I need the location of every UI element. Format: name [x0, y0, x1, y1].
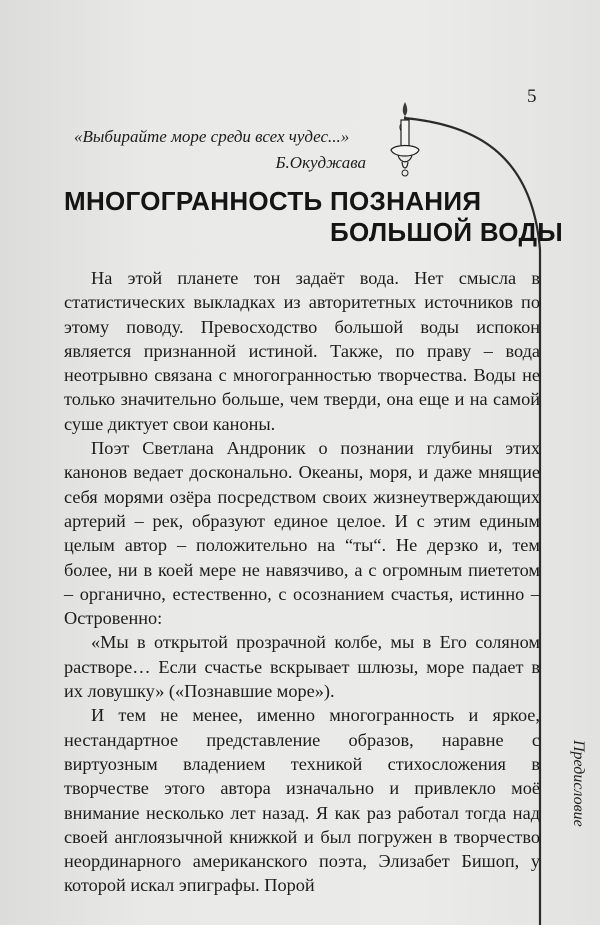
paragraph-1: На этой планете тон задаёт вода. Нет смысла в статистических выкладках из авторитетных источников по этому поводу. Превосходство большой воды испокон является признанной истиной. Также, по праву – вода неотрывно связана с многогранностью творчества. Воды не только значительно больше, чем тверди, она еще и на самой суше диктует свои каноны.	[64, 268, 540, 434]
body-text	[64, 266, 540, 898]
paragraph-2: Поэт Светлана Андроник о познании глубины этих канонов ведает досконально. Океаны, моря, и даже мнящие себя морями озёра посредством своих жизнеутверждающих артерий – рек, образуют единое целое. И с этим единым целым автор – положительно на “ты“. Не дерзко и, тем более, ни в коей мере не навязчиво, а с огромным пиететом – органично, естественно, с осознанием счастья, истинно – Островенно:	[64, 438, 540, 629]
page-number: 5	[527, 86, 537, 107]
candle-icon	[388, 100, 422, 180]
paragraph-3: «Мы в открытой прозрачной колбе, мы в Его соляном растворе… Если счастье вскрывает шлюзы, море падает в их ловушку» («Познавшие море»).	[64, 632, 540, 702]
section-side-label: Предисловие	[570, 740, 587, 827]
paragraph-4: И тем не менее, именно многогранность и яркое, нестандартное представление образов, наравне с виртуозным владением техникой стихосложения в творчестве этого автора изначально и привлекло моё внимание несколько лет назад. Я как раз работал тогда над своей англоязычной книжкой и был погружен в творчество неординарного американского поэта, Элизабет Бишоп, у которой искал эпиграфы. Порой	[64, 705, 540, 896]
epigraph	[74, 124, 384, 176]
chapter-title-line2: БОЛЬШОЙ ВОДЫ	[330, 217, 564, 247]
chapter-title-line1: МНОГОГРАННОСТЬ ПОЗНАНИЯ	[64, 186, 482, 216]
epigraph-quote: «Выбирайте море среди всех чудес...»	[74, 127, 350, 146]
epigraph-author: Б.Окуджава	[275, 153, 366, 172]
